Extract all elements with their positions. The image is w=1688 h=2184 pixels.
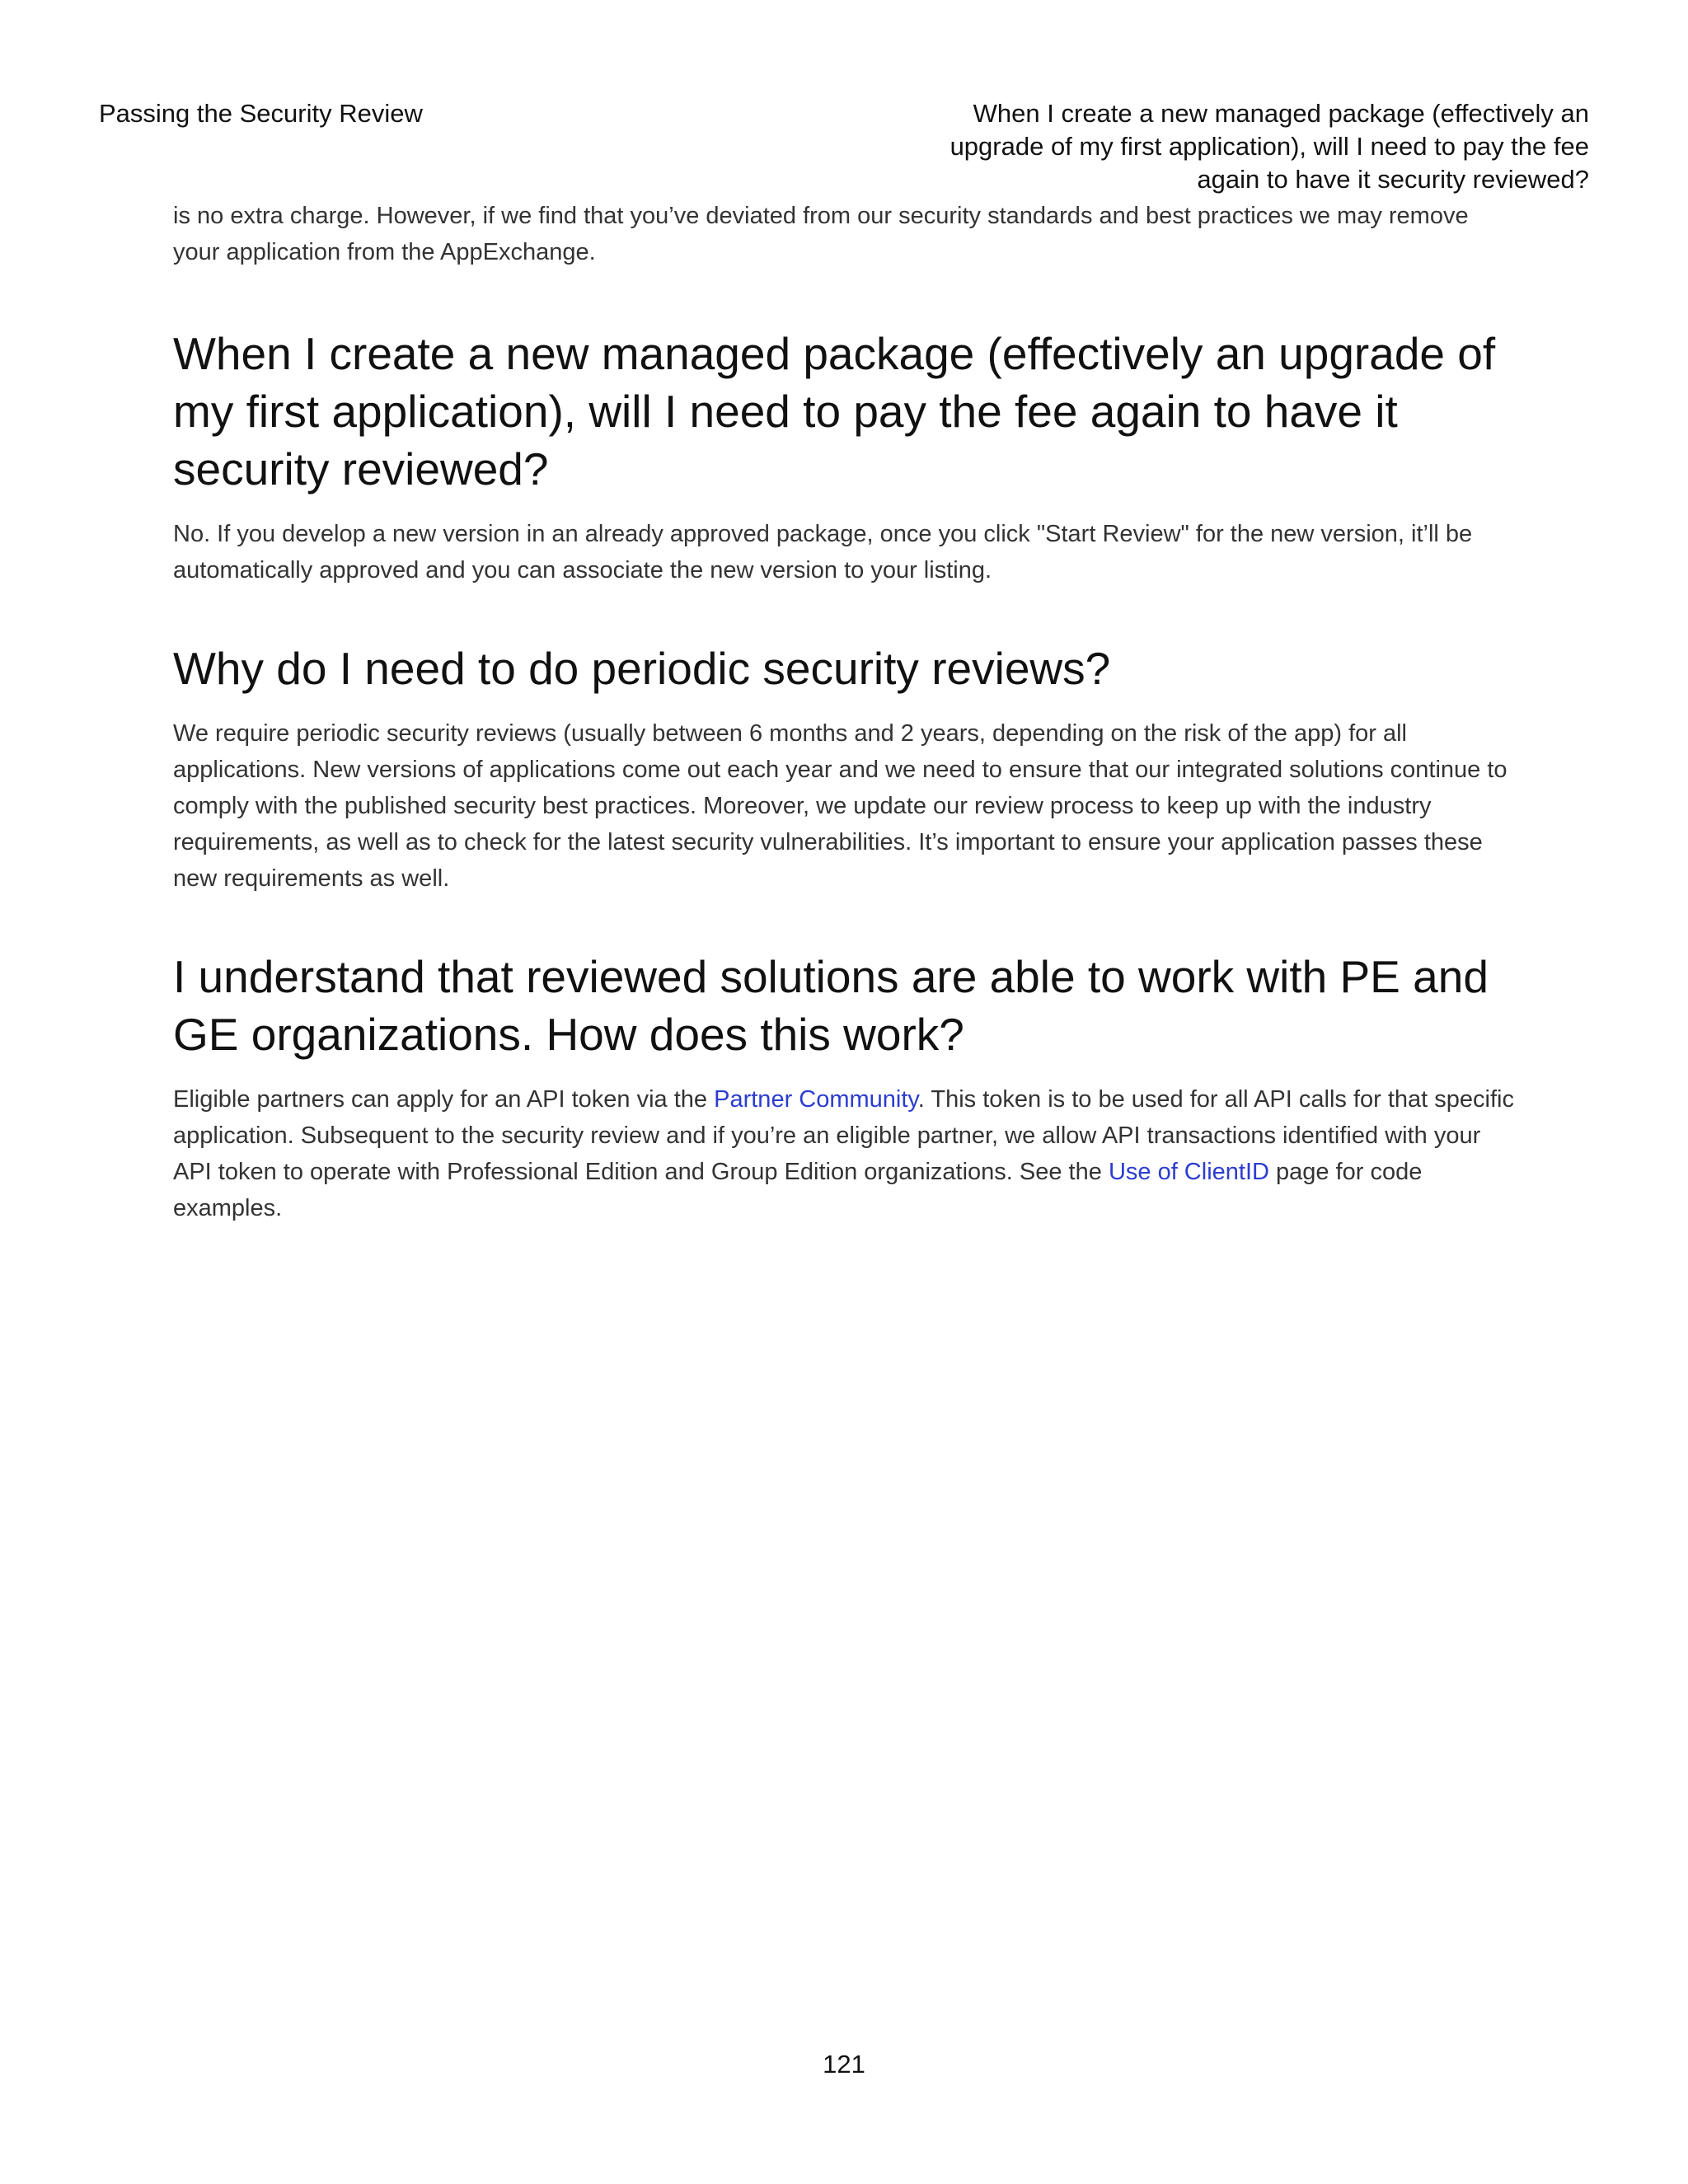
intro-fragment: is no extra charge. However, if we find that you’ve deviated from our security standards and best practices we may remove your application from the AppExchange. bbox=[173, 203, 1469, 265]
document-content bbox=[173, 198, 1517, 1226]
use-of-clientid-link[interactable]: Use of ClientID bbox=[1108, 1159, 1269, 1185]
section-body-pe-ge-organizations bbox=[173, 1081, 1517, 1226]
section-title-managed-package-fee: When I create a new managed package (effectively an upgrade of my first application), will I need to pay the fee again to have it security reviewed? bbox=[173, 328, 1496, 494]
running-header-right: When I create a new managed package (effectively an upgrade of my first application), will I need to pay the fee again to have it security reviewed? bbox=[950, 99, 1589, 194]
page-number: 121 bbox=[823, 2050, 865, 2079]
body-text-segment: . This token is to be used for all API calls for that specific application. Subsequent to the security review and if you’re an eligible partner, we allow API transactions identified with your API token to operate with Professional Edition and Group Edition organizations. See the bbox=[173, 1086, 1514, 1185]
partner-community-link[interactable]: Partner Community bbox=[714, 1086, 918, 1113]
section-body-managed-package-fee: No. If you develop a new version in an already approved package, once you click "Start Review" for the new version, it’ll be automatically approved and you can associate the new version to your listing. bbox=[173, 521, 1473, 583]
section-title-pe-ge-organizations: I understand that reviewed solutions are able to work with PE and GE organizations. How does this work? bbox=[173, 951, 1489, 1060]
running-header-left: Passing the Security Review bbox=[99, 99, 423, 128]
section-body-periodic-reviews: We require periodic security reviews (usually between 6 months and 2 years, depending on the risk of the app) for all applications. New versions of applications come out each year and we need to ensure that our integrated solutions continue to comply with the published security best practices. Moreover, we update our review process to keep up with the industry requirements, as well as to check for the latest security vulnerabilities. It’s important to ensure your application passes these new requirements as well. bbox=[173, 720, 1507, 892]
section-title-periodic-reviews: Why do I need to do periodic security reviews? bbox=[173, 643, 1111, 694]
body-text-segment: Eligible partners can apply for an API token via the bbox=[173, 1086, 715, 1113]
body-text-segment: page for code examples. bbox=[173, 1159, 1423, 1221]
